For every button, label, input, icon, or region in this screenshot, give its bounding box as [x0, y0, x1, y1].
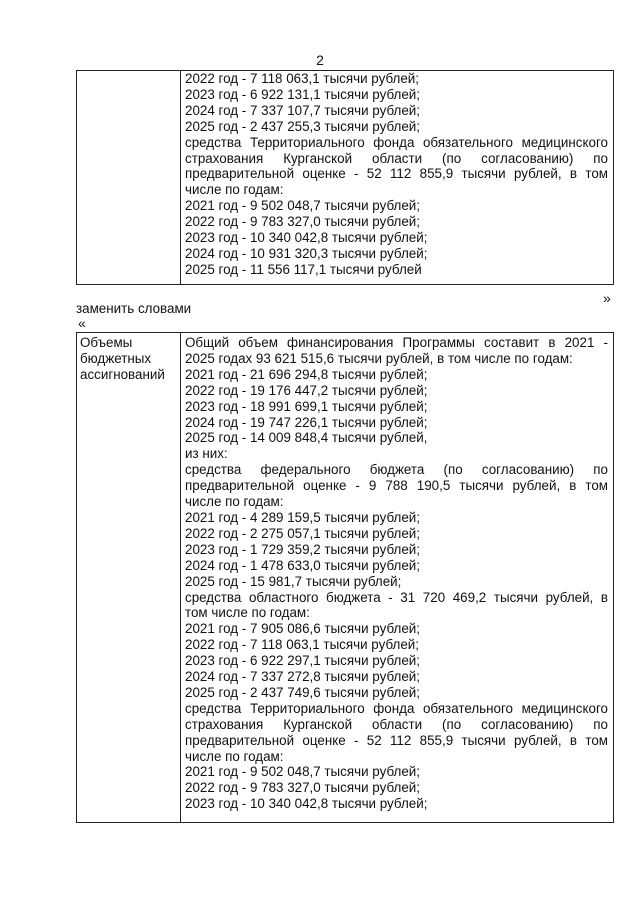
- text-line: 2022 год - 9 783 327,0 тысячи рублей;: [185, 780, 420, 796]
- text-line: средства федерального бюджета (по согласованию) по: [185, 462, 608, 478]
- text-line: 2022 год - 9 783 327,0 тысячи рублей;: [185, 214, 420, 230]
- text-line: из них:: [185, 446, 228, 462]
- text-line: 2023 год - 10 340 042,8 тысячи рублей;: [185, 230, 428, 246]
- text-line: средства Территориального фонда обязательного медицинского: [185, 134, 608, 150]
- table-row: [77, 71, 614, 285]
- text-line: 2025 год - 11 556 117,1 тысячи рублей: [185, 261, 422, 277]
- bottom-table-left-cell: [77, 333, 181, 823]
- text-line: 2025 год - 2 437 749,6 тысячи рублей;: [185, 684, 420, 700]
- text-line: 2022 год - 19 176 447,2 тысячи рублей;: [185, 382, 428, 398]
- text-line: 2025 год - 15 981,7 тысячи рублей;: [185, 573, 402, 589]
- text-line: 2021 год - 21 696 294,8 тысячи рублей;: [185, 366, 428, 382]
- bottom-table: [76, 332, 614, 823]
- text-line: том числе по годам:: [185, 605, 310, 621]
- top-table: [76, 70, 614, 285]
- text-line: предварительной оценке - 52 112 855,9 тысячи рублей, в том: [185, 732, 608, 748]
- text-line: 2025 год - 14 009 848,4 тысячи рублей,: [185, 430, 428, 446]
- text-line: 2021 год - 7 905 086,6 тысячи рублей;: [185, 621, 420, 637]
- text-line: средства Территориального фонда обязательного медицинского: [185, 700, 608, 716]
- text-line: 2024 год - 10 931 320,3 тысячи рублей;: [185, 245, 428, 261]
- text-line: 2021 год - 4 289 159,5 тысячи рублей;: [185, 509, 420, 525]
- text-line: числе по годам:: [185, 182, 284, 198]
- text-line: предварительной оценке - 9 788 190,5 тысячи рублей, в том: [185, 478, 608, 494]
- text-line: числе по годам:: [185, 494, 284, 510]
- table-row: [77, 333, 614, 823]
- text-line: 2023 год - 10 340 042,8 тысячи рублей;: [185, 796, 428, 812]
- text-line: 2022 год - 2 275 057,1 тысячи рублей;: [185, 525, 420, 541]
- text-line: 2023 год - 18 991 699,1 тысячи рублей;: [185, 398, 428, 414]
- text-line: 2023 год - 6 922 297,1 тысячи рублей;: [185, 653, 420, 669]
- text-line: 2025 год - 2 437 255,3 тысячи рублей;: [185, 118, 420, 134]
- top-table-right-cell: [181, 71, 614, 285]
- text-line: страхования Курганской области (по согласованию) по: [185, 716, 608, 732]
- text-line: 2023 год - 6 922 131,1 тысячи рублей;: [185, 86, 420, 102]
- text-line: средства областного бюджета - 31 720 469,2 тысячи рублей, в: [185, 589, 608, 605]
- bottom-table-right-cell: [181, 333, 614, 823]
- opening-quote: «: [78, 315, 86, 331]
- text-line: 2024 год - 7 337 272,8 тысячи рублей;: [185, 669, 420, 685]
- text-line: предварительной оценке - 52 112 855,9 тысячи рублей, в том: [185, 166, 608, 182]
- text-line: 2021 год - 9 502 048,7 тысячи рублей;: [185, 198, 420, 214]
- text-line: 2022 год - 7 118 063,1 тысячи рублей;: [185, 637, 419, 653]
- replace-instruction: заменить словами: [76, 301, 192, 316]
- text-line: 2024 год - 7 337 107,7 тысячи рублей;: [185, 102, 420, 118]
- text-line: 2025 годах 93 621 515,6 тысячи рублей, в том числе по годам:: [185, 350, 573, 366]
- cell-label-line: бюджетных: [80, 350, 152, 366]
- closing-quote: »: [603, 290, 611, 306]
- text-line: 2024 год - 1 478 633,0 тысячи рублей;: [185, 557, 420, 573]
- text-line: 2024 год - 19 747 226,1 тысячи рублей;: [185, 414, 428, 430]
- text-line: Общий объем финансирования Программы составит в 2021 -: [185, 335, 608, 350]
- text-line: 2023 год - 1 729 359,2 тысячи рублей;: [185, 541, 420, 557]
- page-number: 2: [316, 52, 324, 68]
- text-line: страхования Курганской области (по согласованию) по: [185, 150, 608, 166]
- text-line: числе по годам:: [185, 748, 284, 764]
- text-line: 2022 год - 7 118 063,1 тысячи рублей;: [185, 71, 419, 86]
- top-table-left-cell: [77, 71, 181, 285]
- text-line: 2021 год - 9 502 048,7 тысячи рублей;: [185, 764, 420, 780]
- cell-label-line: ассигнований: [80, 366, 165, 382]
- cell-label-line: Объемы: [80, 335, 133, 350]
